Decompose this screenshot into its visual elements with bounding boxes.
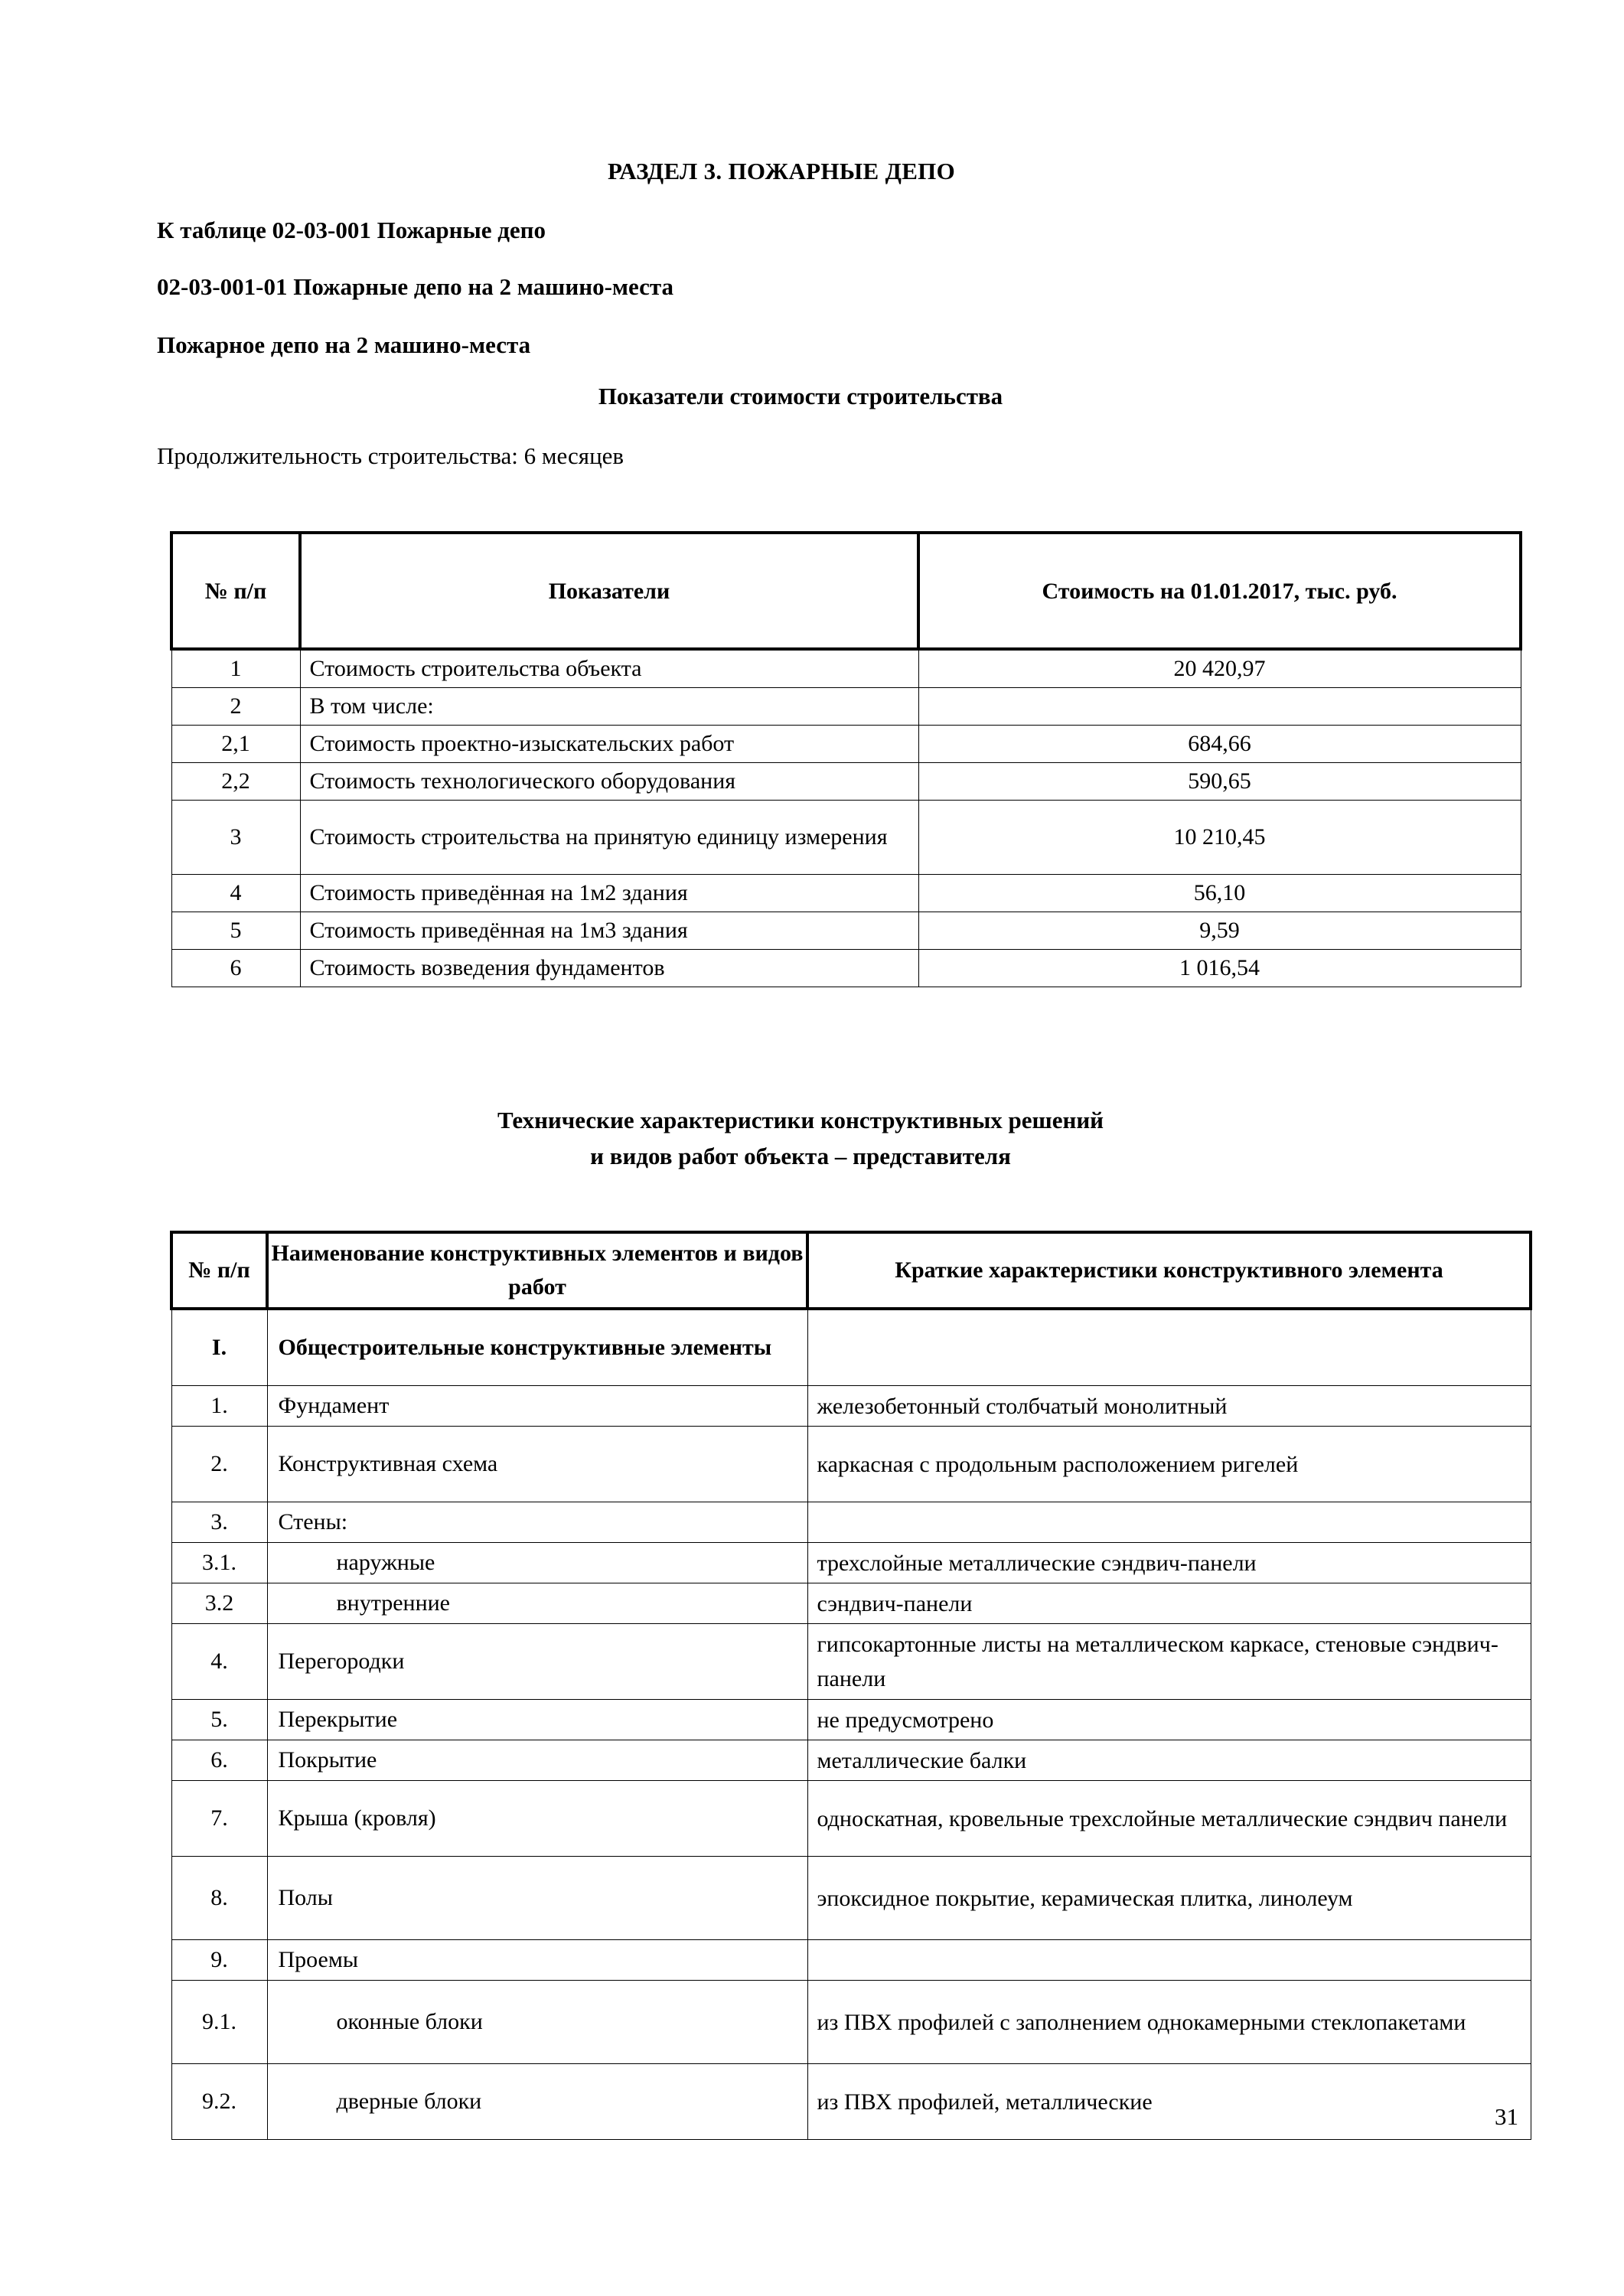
row-number: 5. xyxy=(171,1700,267,1740)
row-number: 2. xyxy=(171,1427,267,1502)
row-element-name: Крыша (кровля) xyxy=(267,1781,807,1857)
row-number: 3 xyxy=(171,801,300,875)
row-element-name: Конструктивная схема xyxy=(267,1427,807,1502)
row-number: 2,2 xyxy=(171,763,300,801)
table-row xyxy=(171,950,1521,987)
row-element-name: Перекрытие xyxy=(267,1700,807,1740)
row-element-name: оконные блоки xyxy=(267,1981,807,2064)
row-number: 3.1. xyxy=(171,1543,267,1583)
row-element-name: Покрытие xyxy=(267,1740,807,1781)
row-element-description: сэндвич-панели xyxy=(807,1583,1531,1624)
row-indicator: Стоимость приведённая на 1м3 здания xyxy=(300,912,918,950)
table-row xyxy=(171,726,1521,763)
row-value: 590,65 xyxy=(918,763,1521,801)
row-number: 3. xyxy=(171,1502,267,1543)
row-value: 1 016,54 xyxy=(918,950,1521,987)
row-value: 9,59 xyxy=(918,912,1521,950)
row-value: 56,10 xyxy=(918,875,1521,912)
row-number: 4 xyxy=(171,875,300,912)
row-number: 5 xyxy=(171,912,300,950)
table-row xyxy=(171,1624,1531,1700)
table-row xyxy=(171,1427,1531,1502)
table-header-row xyxy=(171,533,1521,649)
page-title: РАЗДЕЛ 3. ПОЖАРНЫЕ ДЕПО xyxy=(607,158,956,184)
col-header-number: № п/п xyxy=(171,533,300,649)
row-element-name: Стены: xyxy=(267,1502,807,1543)
tech-section-title-line2: и видов работ объекта – представителя xyxy=(590,1143,1011,1169)
col-header-element-description: Краткие характеристики конструктивного элемента xyxy=(807,1232,1531,1309)
table-row xyxy=(171,1981,1531,2064)
row-element-name: Проемы xyxy=(267,1940,807,1981)
row-value: 684,66 xyxy=(918,726,1521,763)
lead-line-object-name: Пожарное депо на 2 машино-места xyxy=(157,331,531,358)
row-element-name: внутренние xyxy=(267,1583,807,1624)
col-header-element-name: Наименование конструктивных элементов и видов работ xyxy=(267,1232,807,1309)
row-element-name: Полы xyxy=(267,1857,807,1940)
row-number: 3.2 xyxy=(171,1583,267,1624)
lead-line-item-code: 02-03-001-01 Пожарные депо на 2 машино-места xyxy=(157,273,674,300)
cost-section-title: Показатели стоимости строительства xyxy=(598,383,1003,409)
row-indicator: Стоимость строительства на принятую единицу измерения xyxy=(300,801,918,875)
row-element-description: из ПВХ профилей с заполнением однокамерными стеклопакетами xyxy=(807,1981,1531,2064)
table-row xyxy=(171,1700,1531,1740)
lead-line-table-reference: К таблице 02-03-001 Пожарные депо xyxy=(157,217,546,243)
table-row xyxy=(171,801,1521,875)
row-number: 9.1. xyxy=(171,1981,267,2064)
row-element-name: дверные блоки xyxy=(267,2064,807,2140)
table-row xyxy=(171,875,1521,912)
row-element-name: наружные xyxy=(267,1543,807,1583)
row-number: 6 xyxy=(171,950,300,987)
table-row xyxy=(171,1502,1531,1543)
row-number: 1 xyxy=(171,649,300,688)
table-row xyxy=(171,1309,1531,1386)
construction-duration: Продолжительность строительства: 6 месяцев xyxy=(157,442,624,469)
row-element-description xyxy=(807,1502,1531,1543)
col-header-cost: Стоимость на 01.01.2017, тыс. руб. xyxy=(918,533,1521,649)
table-row xyxy=(171,1386,1531,1427)
table-row xyxy=(171,763,1521,801)
row-number: 2,1 xyxy=(171,726,300,763)
row-number: 7. xyxy=(171,1781,267,1857)
table-header-row xyxy=(171,1232,1531,1309)
row-number: 4. xyxy=(171,1624,267,1700)
table-row xyxy=(171,1940,1531,1981)
row-number: I. xyxy=(171,1309,267,1386)
row-element-description: не предусмотрено xyxy=(807,1700,1531,1740)
table-row xyxy=(171,1781,1531,1857)
table-row xyxy=(171,1583,1531,1624)
row-indicator: В том числе: xyxy=(300,688,918,726)
table-row xyxy=(171,2064,1531,2140)
row-element-description: железобетонный столбчатый монолитный xyxy=(807,1386,1531,1427)
col-header-indicator: Показатели xyxy=(300,533,918,649)
row-element-description: гипсокартонные листы на металлическом каркасе, стеновые сэндвич-панели xyxy=(807,1624,1531,1700)
table-row xyxy=(171,1740,1531,1781)
row-element-description: металлические балки xyxy=(807,1740,1531,1781)
row-element-description: односкатная, кровельные трехслойные металлические сэндвич панели xyxy=(807,1781,1531,1857)
row-number: 6. xyxy=(171,1740,267,1781)
row-indicator: Стоимость приведённая на 1м2 здания xyxy=(300,875,918,912)
cost-indicators-table xyxy=(170,531,1522,987)
table-row xyxy=(171,1857,1531,1940)
row-indicator: Стоимость проектно-изыскательских работ xyxy=(300,726,918,763)
row-element-description: каркасная с продольным расположением ригелей xyxy=(807,1427,1531,1502)
row-value: 10 210,45 xyxy=(918,801,1521,875)
row-element-description xyxy=(807,1309,1531,1386)
row-indicator: Стоимость возведения фундаментов xyxy=(300,950,918,987)
technical-characteristics-table xyxy=(170,1231,1532,2140)
row-element-description: из ПВХ профилей, металлические xyxy=(807,2064,1531,2140)
table-row xyxy=(171,912,1521,950)
row-number: 9.2. xyxy=(171,2064,267,2140)
table-row xyxy=(171,649,1521,688)
row-indicator: Стоимость строительства объекта xyxy=(300,649,918,688)
row-element-name: Перегородки xyxy=(267,1624,807,1700)
page-number: 31 xyxy=(1495,2103,1518,2130)
row-element-description: эпоксидное покрытие, керамическая плитка, линолеум xyxy=(807,1857,1531,1940)
row-element-description: трехслойные металлические сэндвич-панели xyxy=(807,1543,1531,1583)
row-indicator: Стоимость технологического оборудования xyxy=(300,763,918,801)
row-element-name: Фундамент xyxy=(267,1386,807,1427)
row-number: 8. xyxy=(171,1857,267,1940)
row-number: 9. xyxy=(171,1940,267,1981)
tech-section-title xyxy=(0,1102,1624,1174)
row-value: 20 420,97 xyxy=(918,649,1521,688)
table-row xyxy=(171,1543,1531,1583)
table-row xyxy=(171,688,1521,726)
row-number: 1. xyxy=(171,1386,267,1427)
row-element-description xyxy=(807,1940,1531,1981)
row-element-name: Общестроительные конструктивные элементы xyxy=(267,1309,807,1386)
col-header-number: № п/п xyxy=(171,1232,267,1309)
row-value xyxy=(918,688,1521,726)
tech-section-title-line1: Технические характеристики конструктивных решений xyxy=(497,1107,1104,1133)
row-number: 2 xyxy=(171,688,300,726)
